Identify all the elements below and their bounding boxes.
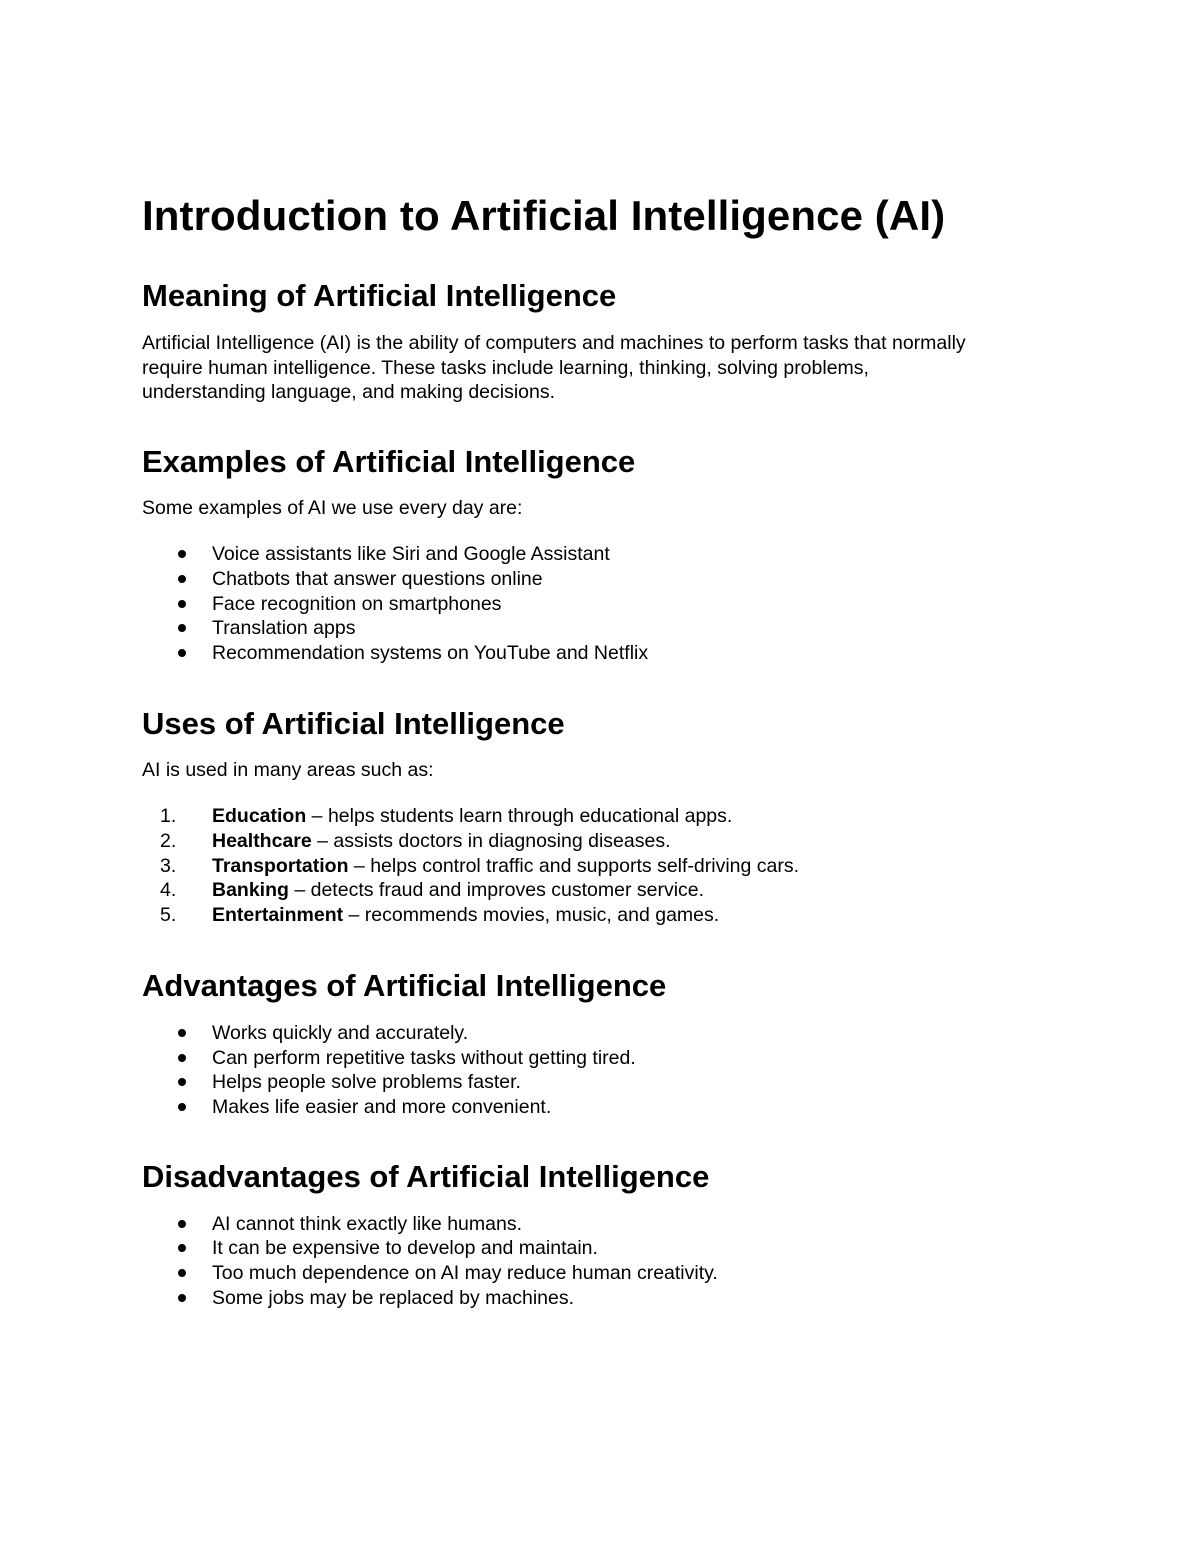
uses-list [142,804,1072,927]
use-description: – assists doctors in diagnosing diseases. [311,830,671,853]
list-item-text: Helps people solve problems faster. [212,1071,521,1094]
list-item [142,1046,1072,1071]
list-number: 2. [160,830,177,853]
list-item-text: Voice assistants like Siri and Google Assistant [212,543,610,566]
list-item-text: Makes life easier and more convenient. [212,1095,552,1118]
bullet-icon [178,600,186,608]
list-item [142,1212,1072,1237]
list-item-text: Some jobs may be replaced by machines. [212,1286,575,1309]
list-item [142,903,1072,928]
bullet-icon [178,1078,186,1086]
list-item-text: Too much dependence on AI may reduce human creativity. [212,1261,718,1284]
list-item [142,567,1072,592]
bullet-icon [178,1294,186,1302]
bullet-icon [178,649,186,657]
list-number: 5. [160,904,177,927]
list-item-text: Chatbots that answer questions online [212,568,543,591]
list-item-text: Recommendation systems on YouTube and Netflix [212,642,649,665]
use-term: Healthcare [212,830,312,853]
examples-list [142,542,1072,665]
list-item [142,1095,1072,1120]
list-number: 4. [160,879,177,902]
list-item [142,878,1072,903]
list-item-text: Face recognition on smartphones [212,592,502,615]
bullet-icon [178,1220,186,1228]
use-term: Transportation [212,854,349,877]
list-item-text: AI cannot think exactly like humans. [212,1212,522,1235]
list-item [142,1286,1072,1311]
bullet-icon [178,1103,186,1111]
list-item-text: Can perform repetitive tasks without getting tired. [212,1046,636,1069]
meaning-line: Artificial Intelligence (AI) is the ability of computers and machines to perform tasks that normally [142,332,966,354]
use-term: Banking [212,879,289,902]
bullet-icon [178,550,186,558]
bullet-icon [178,575,186,583]
meaning-paragraph [142,331,1072,405]
list-item-text: Works quickly and accurately. [212,1021,469,1044]
use-term: Entertainment [212,904,344,927]
use-description: – helps control traffic and supports self-driving cars. [348,854,800,877]
list-item [142,829,1072,854]
advantages-list [142,1021,1072,1120]
uses-heading: Uses of Artificial Intelligence [142,705,565,741]
document-page [142,188,1072,1310]
list-number: 1. [160,805,177,828]
examples-heading: Examples of Artificial Intelligence [142,443,636,479]
list-item [142,542,1072,567]
list-item [142,804,1072,829]
use-description: – recommends movies, music, and games. [343,904,720,927]
meaning-line: understanding language, and making decisions. [142,381,556,404]
advantages-heading: Advantages of Artificial Intelligence [142,967,667,1003]
list-item [142,854,1072,879]
list-item-text: It can be expensive to develop and maintain. [212,1237,598,1260]
bullet-icon [178,1244,186,1252]
bullet-icon [178,624,186,632]
disadvantages-heading: Disadvantages of Artificial Intelligence [142,1158,710,1194]
examples-intro: Some examples of AI we use every day are: [142,496,523,519]
bullet-icon [178,1054,186,1062]
list-item [142,641,1072,666]
disadvantages-list [142,1212,1072,1311]
use-description: – detects fraud and improves customer service. [288,879,705,902]
document-title: Introduction to Artificial Intelligence (AI) [142,192,946,239]
list-item [142,1261,1072,1286]
bullet-icon [178,1269,186,1277]
list-item [142,1070,1072,1095]
use-term: Education [212,805,307,828]
list-item [142,592,1072,617]
list-item [142,616,1072,641]
list-item [142,1236,1072,1261]
meaning-heading: Meaning of Artificial Intelligence [142,278,617,313]
use-description: – helps students learn through educational apps. [306,805,733,828]
meaning-line: require human intelligence. These tasks include learning, thinking, solving problems, [142,356,869,379]
bullet-icon [178,1029,186,1037]
list-number: 3. [160,854,177,877]
list-item-text: Translation apps [212,617,356,640]
list-item [142,1021,1072,1046]
uses-intro: AI is used in many areas such as: [142,758,434,781]
